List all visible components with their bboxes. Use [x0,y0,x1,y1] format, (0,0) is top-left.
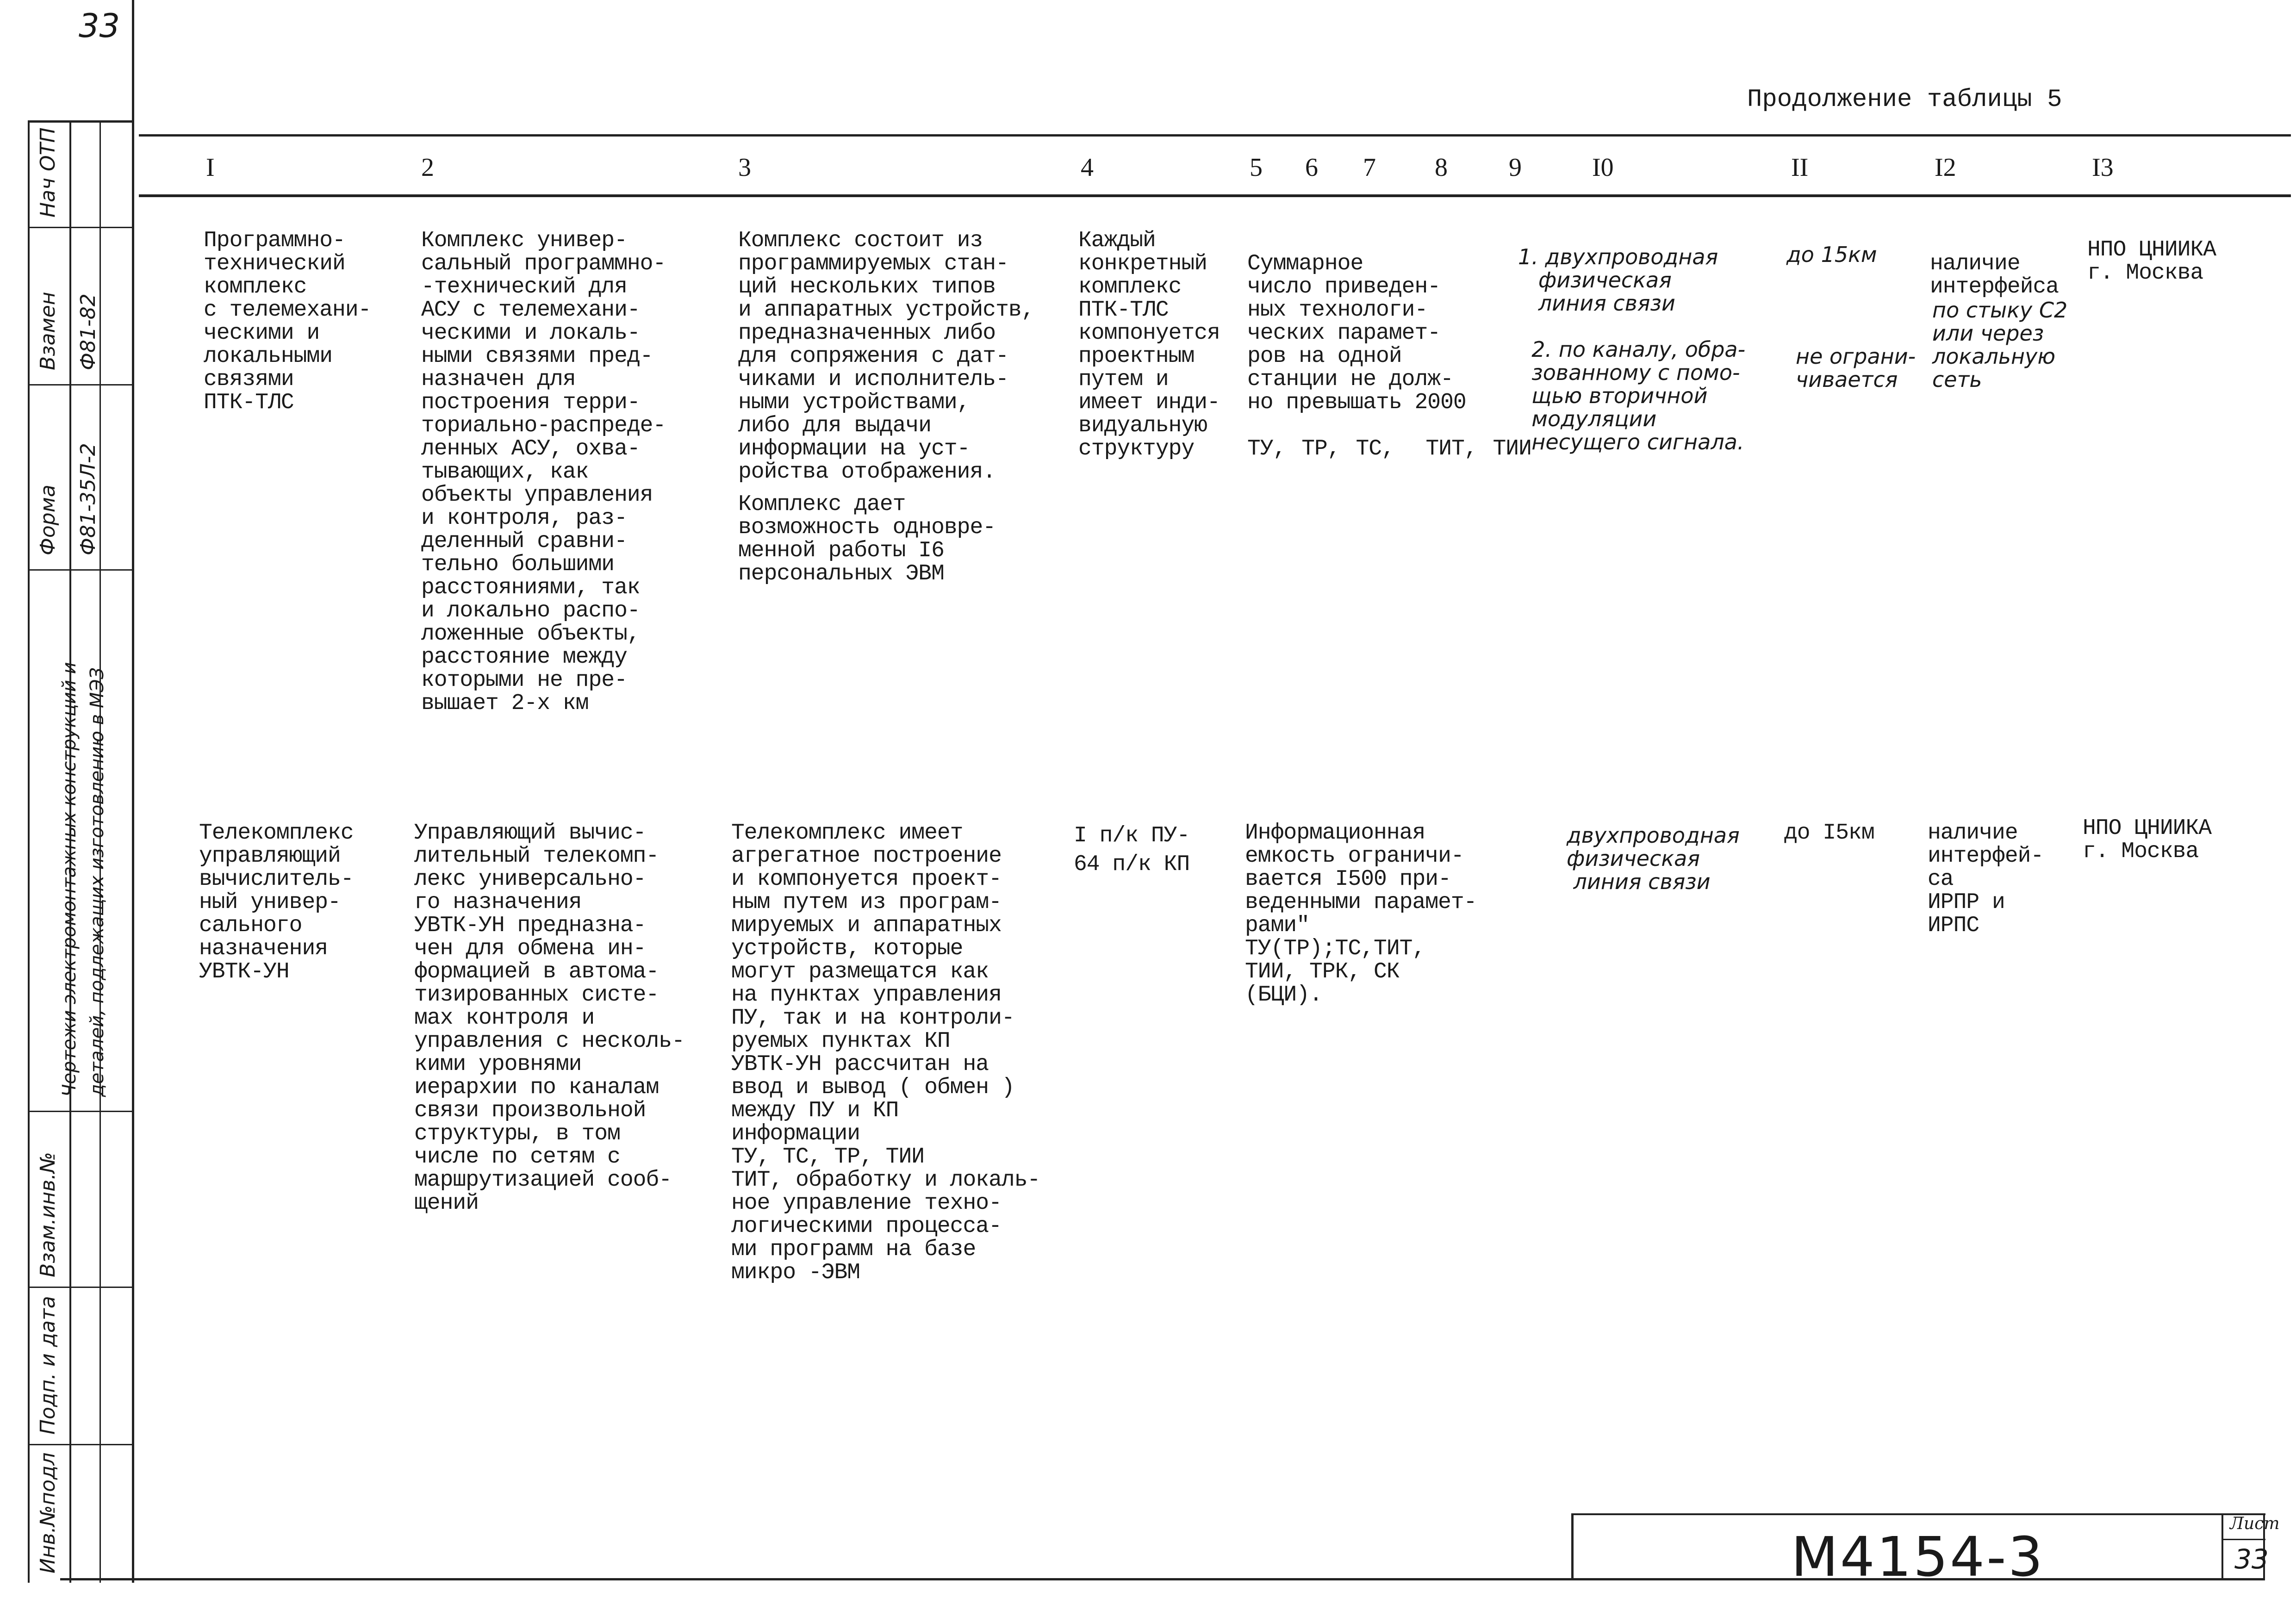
stamp-value-forma: Ф81-35Л-2 [76,443,100,555]
title-block-left [1571,1513,1574,1580]
stamp-value-vzamen: Ф81-82 [76,293,100,370]
col-header-6: 6 [1305,153,1318,182]
sheet-label: Лист [2230,1514,2280,1533]
col-header-11: II [1791,153,1809,182]
row2-comm-line: двухпроводная физическая линия связи [1567,823,1740,894]
stamp-row-4 [28,1111,134,1112]
col-header-2: 2 [421,153,434,182]
col-header-13: I3 [2092,153,2114,182]
table-caption: Продолжение таблицы 5 [1747,86,2062,114]
row1-distance-note: не ограни- чивается [1796,344,1916,392]
stamp-label-vzam-inv: Взам.инв.№ [36,1152,60,1277]
stamp-label-podp-data: Подп. и дата [36,1296,60,1435]
row1-composition-note: Комплекс дает возможность одновре- менной работы I6 персональных ЭВМ [738,492,996,586]
table-top-line [139,134,2291,137]
stamp-row-2 [28,384,134,386]
stamp-row-1 [28,227,134,228]
col-header-1: I [206,153,215,182]
title-block-divider [2221,1513,2223,1580]
row1-purpose: Комплекс универ- сальный программно- -технический для АСУ с телемехани- ческими и локаль- ными связями пред- назначен для построения терри- ториально-распреде- ленных АСУ, охва- тывающих, как объекты управления и контроля, раз- деленный сравни- тельно большими расстояниями, так и локально распо- ложенные объекты, расстояние между которыми не пре- вышает 2-х км [421,228,666,716]
left-border [132,0,134,1583]
col-header-9: 9 [1509,153,1522,182]
col-header-4: 4 [1081,153,1094,182]
row1-signal-types: ТУ, ТР, ТС, ТИТ, ТИИ [1247,436,1531,461]
stamp-row-6 [28,1444,134,1445]
row1-interface: наличие интерфейса [1930,251,2059,299]
header-bottom-line [139,194,2291,197]
row2-composition: Телекомплекс имеет агрегатное построение и компонуется проект- ным путем из програм- мируемых и аппаратных устройств, которые могут размещатся как на пунктах управления ПУ, так и на контроли- руемых пунктах КП УВТК-УН рассчитан на ввод и вывод ( обмен ) между ПУ и КП информации ТУ, ТС, ТР, ТИИ ТИТ, обработку и локаль- ное управление техно- логическими процесса- ми программ на базе микро -ЭВМ [731,821,1040,1285]
stamp-label-vzamen: Взамен [36,292,60,370]
row1-distance: до 15км [1786,242,1877,267]
row2-interface: наличие интерфей- са ИРПР и ИРПС [1928,821,2044,938]
row1-composition: Комплекс состоит из программируемых стан- ций нескольких типов и аппаратных устройств, предназначенных либо для сопряжения с дат- чиками и исполнитель- ными устройствами, либо для выдачи информации на уст- ройства отображения. [738,228,1034,485]
stamp-row-5 [28,1287,134,1288]
col-header-8: 8 [1435,153,1448,182]
col-header-10: I0 [1592,153,1614,182]
row2-parameters: Информационная емкость ограничи- вается I500 при- веденными парамет- рами" ТУ(ТР);ТС,ТИТ, ТИИ, ТРК, СК (БЦИ). [1245,821,1477,1007]
row2-distance: до I5км [1784,821,1874,846]
sheet-cell-divider [2221,1539,2265,1540]
row1-comm-line: 1. двухпроводная физическая линия связи 2. по каналу, обра- зованному с помо- щью вторичной модуляции несущего сигнала. [1518,244,1746,454]
row1-name: Программно- технический комплекс с телемехани- ческими и локальными связями ПТК-ТЛС [204,228,371,415]
stamp-row-3 [28,569,134,571]
col-header-12: I2 [1935,153,1956,182]
col-header-3: 3 [738,153,751,182]
stamp-label-nach-otp: Нач ОТП [36,127,60,218]
sheet-number: 33 [2234,1543,2269,1575]
stamp-top [28,120,134,123]
stamp-label-drawing-title: Чертежи электромонтажных конструкций и деталей, подлежащих изготовлению в МЭЗ [59,662,108,1097]
row1-interface-note: по стыку С2 или через локальную сеть [1932,298,2068,392]
row2-name: Телекомплекс управляющий вычислитель- ный универ- сального назначения УВТК-УН [199,821,354,984]
row2-developer: НПО ЦНИИКА г. Москва [2083,816,2212,864]
row2-purpose: Управляющий вычис- лительный телекомп- лекс универсально- го назначения УВТК-УН предназна- чен для обмена ин- формацией в автома- тизированных систе- мах контроля и управления с несколь- кими уровнями иерархии по каналам связи произвольной структуры, в том числе по сетям с маршрутизацией сооб- щений [414,821,684,1216]
col-header-5: 5 [1250,153,1263,182]
row1-structure: Каждый конкретный комплекс ПТК-ТЛС компонуется проектным путем и имеет инди- видуальную структуру [1078,228,1220,461]
stamp-label-forma: Форма [36,485,60,555]
col-header-7: 7 [1363,153,1376,182]
row1-parameters: Суммарное число приведен- ных технологи- ческих парамет- ров на одной станции не долж- но превышать 2000 [1247,251,1466,415]
page-number-top: 33 [79,7,120,45]
row1-developer: НПО ЦНИИКА г. Москва [2087,237,2216,286]
stamp-divider-1 [28,120,30,1583]
doc-code: М4154-3 [1791,1525,2045,1589]
title-block-top [1571,1513,2265,1515]
row2-structure: I п/к ПУ- 64 п/к КП [1074,823,1190,877]
stamp-label-inv-podl: Инв.№подл [36,1452,60,1573]
